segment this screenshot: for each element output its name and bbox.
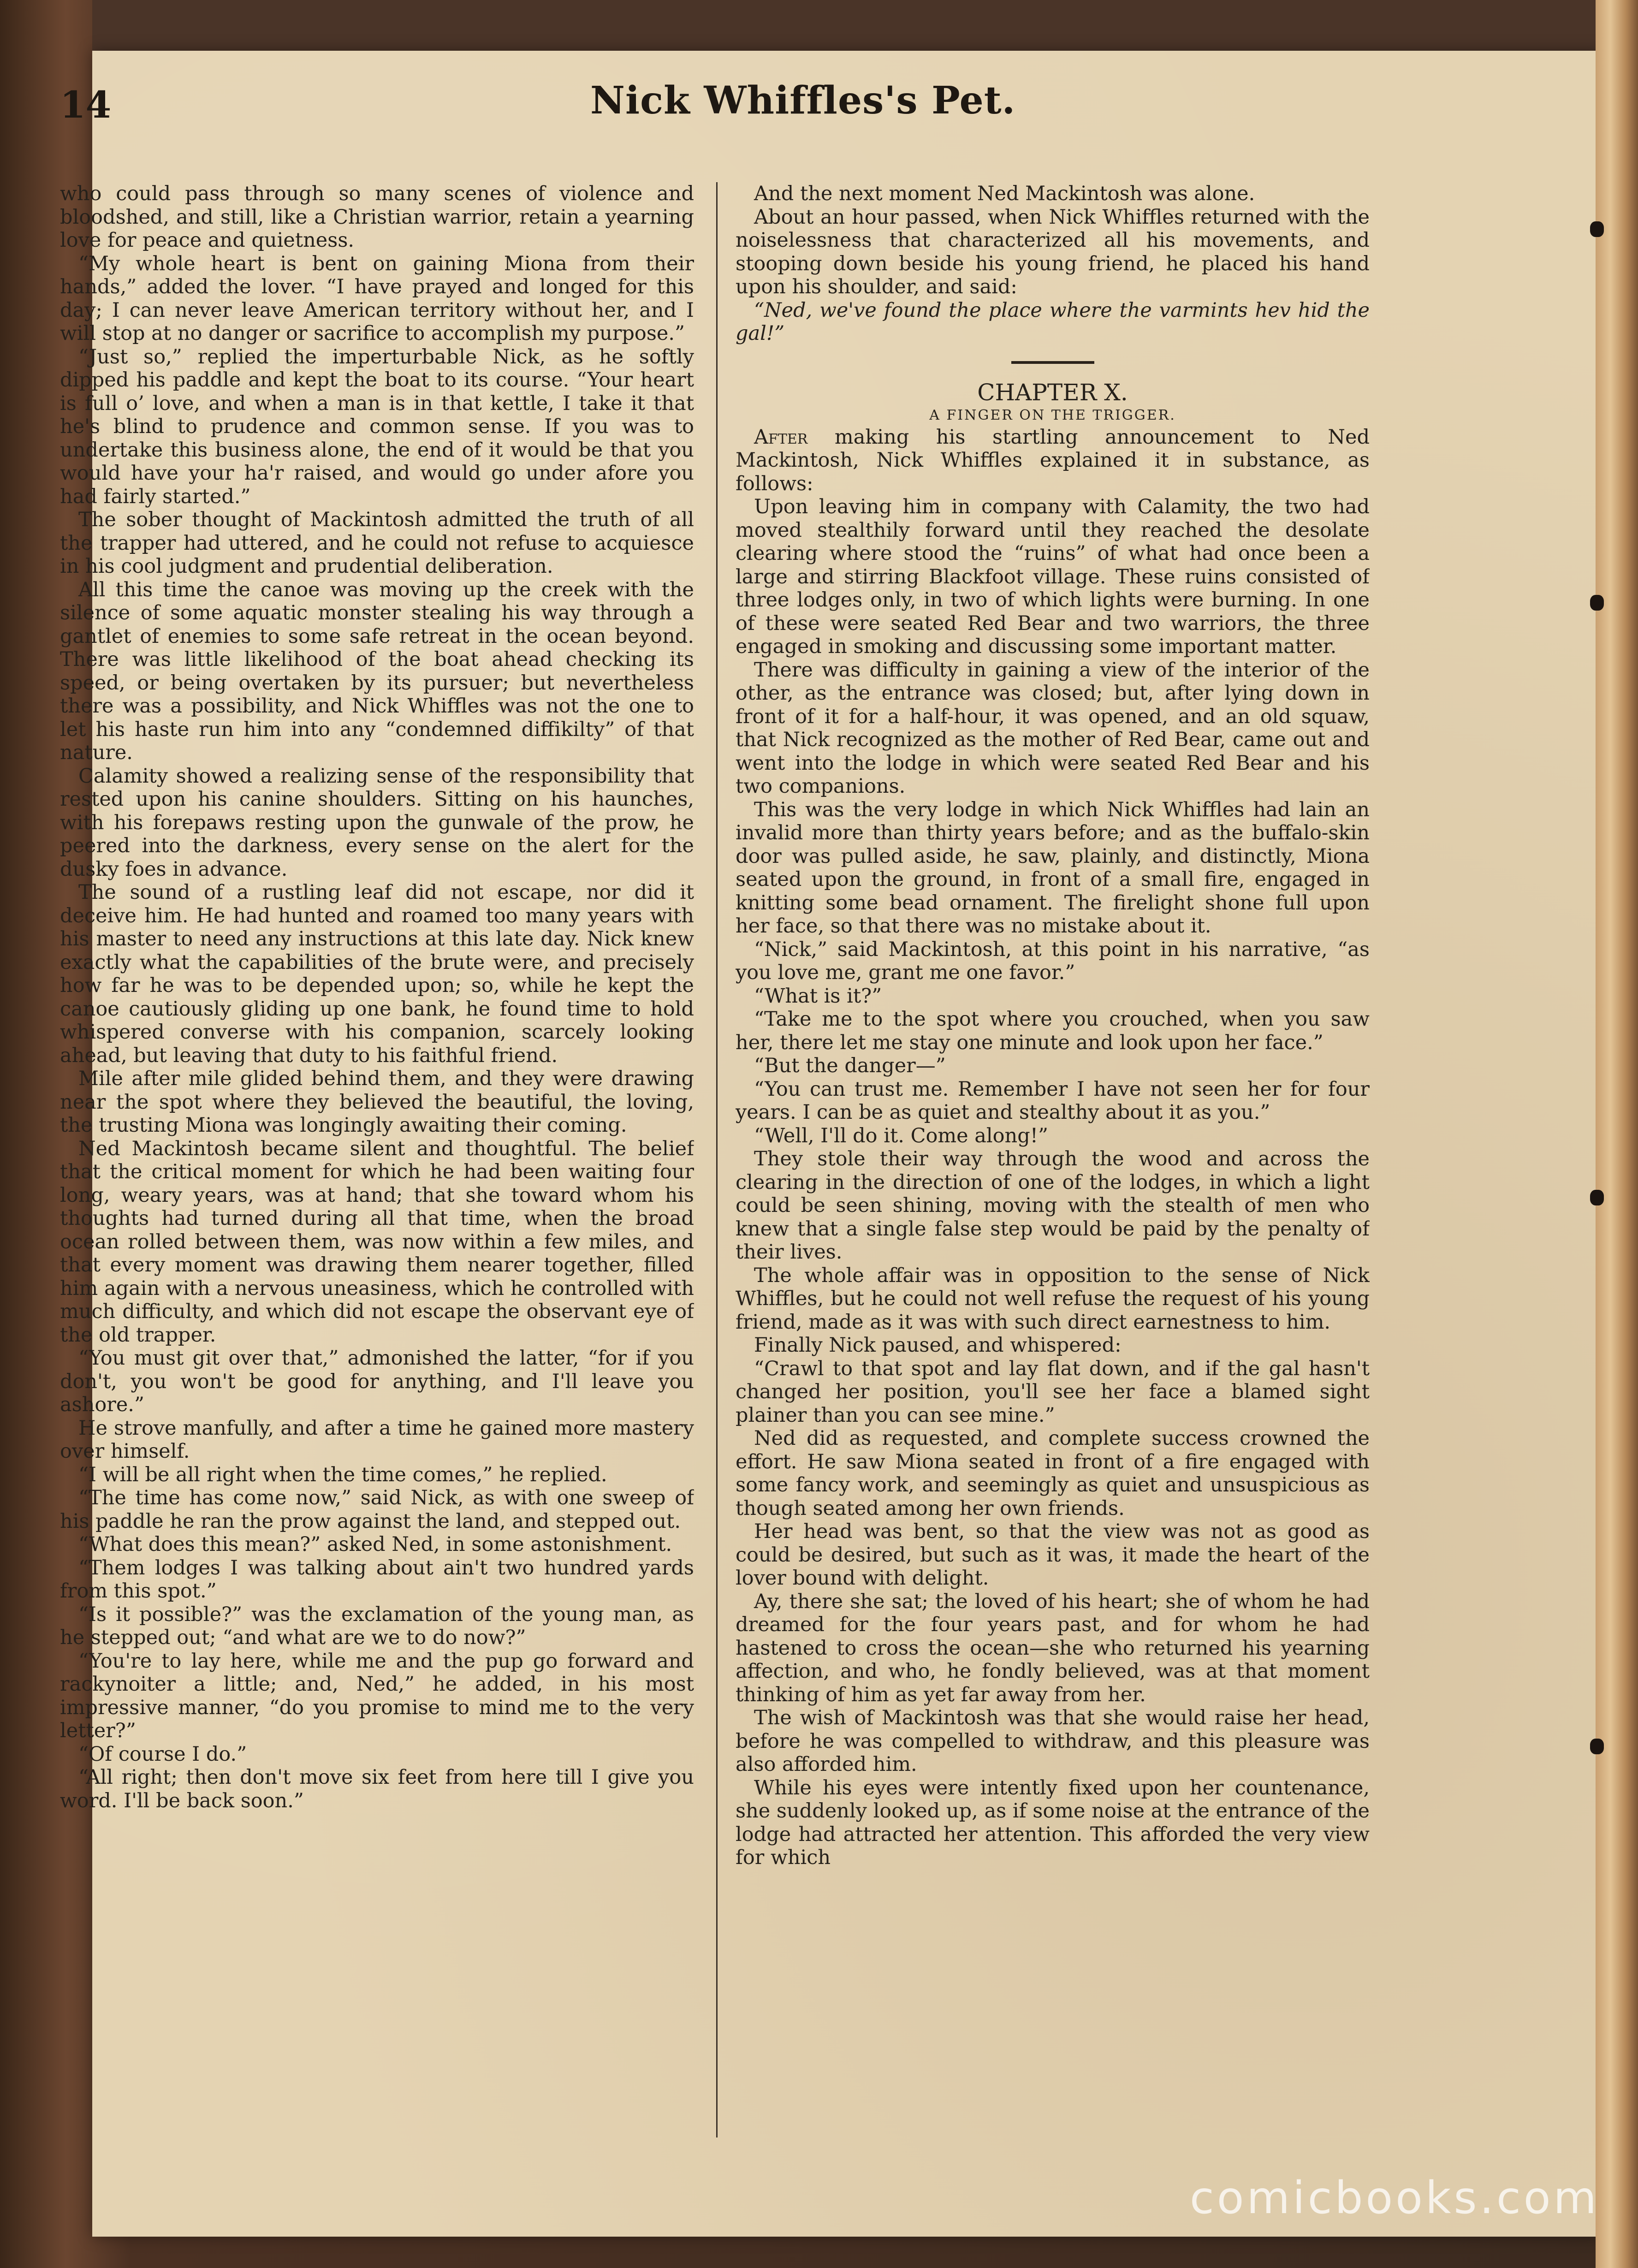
paragraph: About an hour passed, when Nick Whiffles returned with the noiselessness that characterized all his movements, and stooping down beside his young friend, he placed his hand upon his shoulder, and said: [736,205,1370,298]
column-divider [716,182,718,2137]
paragraph: Calamity showed a realizing sense of the responsibility that rested upon his canine shoulders. Sitting on his haunches, with his forepaws resting upon the gunwale of the prow, he peered into the darkness, every sense on the alert for the dusky foes in advance. [60,764,694,881]
binding-hole [1590,1739,1604,1754]
paragraph: The sober thought of Mackintosh admitted the truth of all the trapper had uttered, and he could not refuse to acquiesce in his cool judgment and prudential deliberation. [60,508,694,578]
paragraph: who could pass through so many scenes of violence and bloodshed, and still, like a Christian warrior, retain a yearning love for peace and quietness. [60,182,694,252]
paragraph: “Nick,” said Mackintosh, at this point in his narrative, “as you love me, grant me one favor.” [736,938,1370,984]
paragraph: And the next moment Ned Mackintosh was alone. [754,182,1255,205]
chapter-opening-paragraph [736,426,1370,496]
paragraph: “Crawl to that spot and lay flat down, and if the gal hasn't changed her position, you'll see her face a blamed sight plainer than you can see mine.” [736,1357,1370,1427]
binding-hole [1590,221,1604,237]
paragraph: Ay, there she sat; the loved of his heart; she of whom he had dreamed for the four years past, and for whom he had hastened to cross the ocean—she who returned his yearning affection, and who, he fondly believed, was at that moment thinking of him as yet far away from her. [736,1590,1370,1706]
paragraph: Mile after mile glided behind them, and they were drawing near the spot where they believed the beautiful, the loving, the trusting Miona was longingly awaiting their coming. [60,1067,694,1137]
paragraph: “Well, I'll do it. Come along!” [754,1124,1049,1147]
paragraph: “All right; then don't move six feet from here till I give you word. I'll be back soon.” [60,1766,694,1812]
paragraph: “I will be all right when the time comes,” he replied. [78,1463,607,1486]
paragraph: Upon leaving him in company with Calamity, the two had moved stealthily forward until they reached the desolate clearing where stood the “ruins” of what had once been a large and stirring Blackfoot village. These ruins consisted of three lodges only, in two of which lights were burning. In one of these were seated Red Bear and two warriors, the three engaged in smoking and discussing some important matter. [736,495,1370,658]
paragraph: All this time the canoe was moving up the creek with the silence of some aquatic monster stealing his way through a gantlet of enemies to some safe retreat in the ocean beyond. There was little likelihood of the boat ahead checking its speed, or being overtaken by its pursuer; but nevertheless there was a possibility, and Nick Whiffles was not the one to let his haste run him into any “condemned diffikilty” of that nature. [60,578,694,764]
binding-hole [1590,595,1604,611]
paragraph: He strove manfully, and after a time he gained more mastery over himself. [60,1416,694,1463]
paragraph: “Of course I do.” [78,1742,247,1766]
quote-paragraph [736,299,1370,345]
paragraph: The wish of Mackintosh was that she would raise her head, before he was compelled to withdraw, and this pleasure was also afforded him. [736,1706,1370,1776]
paragraph: Ned Mackintosh became silent and thoughtful. The belief that the critical moment for which he had been waiting four long, weary years, was at hand; that she toward whom his thoughts had turned during all that time, when the broad ocean rolled between them, was now within a few miles, and that every moment was drawing them nearer together, filled him again with a nervous uneasiness, which he controlled with much difficulty, and which did not escape the observant eye of the old trapper. [60,1137,694,1347]
paragraph: “You're to lay here, while me and the pup go forward and rackynoiter a little; and, Ned,” he added, in his most impressive manner, “do you promise to mind me to the very letter?” [60,1649,694,1742]
page-spine-edge [1596,0,1638,2268]
paragraph: “Them lodges I was talking about ain't two hundred yards from this spot.” [60,1556,694,1603]
site-watermark: comicbooks.com [1190,2172,1600,2224]
binding-hole [1590,1190,1604,1205]
page-header [60,65,1466,143]
paragraph: “Take me to the spot where you crouched, when you saw her, there let me stay one minute and look upon her face.” [736,1008,1370,1054]
italic-quote: “Ned, we've found the place where the varmints hev hid the gal!” [736,298,1370,345]
paragraph: This was the very lodge in which Nick Whiffles had lain an invalid more than thirty years before; and as the buffalo-skin door was pulled aside, he saw, plainly, and distinctly, Miona seated upon the ground, in front of a small fire, engaged in knitting some bead ornament. The firelight shone full upon her face, so that there was no mistake about it. [736,798,1370,938]
chapter-title: CHAPTER X. [977,379,1128,406]
left-column [60,182,694,2151]
page-number: 14 [60,83,112,126]
paragraph: “The time has come now,” said Nick, as with one sweep of his paddle he ran the prow against the land, and stepped out. [60,1486,694,1533]
paragraph: While his eyes were intently fixed upon her countenance, she suddenly looked up, as if some noise at the entrance of the lodge had attracted her attention. This afforded the very view for which [736,1776,1370,1869]
paragraph: They stole their way through the wood and across the clearing in the direction of one of the lodges, in which a light could be seen shining, moving with the stealth of men who knew that a single false step would be paid by the penalty of their lives. [736,1147,1370,1264]
paragraph: “You can trust me. Remember I have not seen her for four years. I can be as quiet and stealthy about it as you.” [736,1077,1370,1124]
paragraph: “Is it possible?” was the exclamation of the young man, as he stepped out; “and what are we to do now?” [60,1603,694,1649]
paragraph: “What does this mean?” asked Ned, in some astonishment. [78,1533,672,1556]
paragraph: Ned did as requested, and complete success crowned the effort. He saw Miona seated in front of a fire engaged with some fancy work, and seemingly as quiet and unsuspicious as though seated among her own friends. [736,1427,1370,1520]
opening-text: making his startling announcement to Ned Mackintosh, Nick Whiffles explained it in substance, as follows: [736,425,1370,495]
paragraph: Her head was bent, so that the view was not as good as could be desired, but such as it was, it made the heart of the lover bound with delight. [736,1520,1370,1590]
paragraph: “You must git over that,” admonished the latter, “for if you don't, you won't be good for anything, and I'll leave you ashore.” [60,1347,694,1416]
paragraph: Finally Nick paused, and whispered: [754,1334,1122,1357]
paragraph: There was difficulty in gaining a view of the interior of the other, as the entrance was closed; but, after lying down in front of it for a half-hour, it was opened, and an old squaw, that Nick recognized as the mother of Red Bear, came out and went into the lodge in which were seated Red Bear and his two companions. [736,658,1370,798]
paragraph: The sound of a rustling leaf did not escape, nor did it deceive him. He had hunted and roamed too many years with his master to need any instructions at this late day. Nick knew exactly what the capabilities of the brute were, and precisely how far he was to be depended upon; so, while he kept the canoe cautiously gliding up one bank, he found time to hold whispered converse with his companion, scarcely looking ahead, but leaving that duty to his faithful friend. [60,881,694,1067]
opening-word: After [754,425,808,449]
paragraph: “Just so,” replied the imperturbable Nick, as he softly dipped his paddle and kept the boat to its course. “Your heart is full o’ love, and when a man is in that kettle, I take it that he's blind to prudence and common sense. If you was to undertake this business alone, the end of it would be that you would have your ha'r raised, and would go under afore you had fairly started.” [60,345,694,508]
paragraph: “What is it?” [754,984,882,1008]
chapter-subtitle: A FINGER ON THE TRIGGER. [929,407,1176,423]
right-column [736,182,1370,2151]
paragraph: “My whole heart is bent on gaining Miona from their hands,” added the lover. “I have prayed and longed for this day; I can never leave American territory without her, and I will stop at no danger or sacrifice to accomplish my purpose.” [60,252,694,345]
page-top-edge [92,0,1600,51]
paragraph: The whole affair was in opposition to the sense of Nick Whiffles, but he could not well refuse the request of his young friend, made as it was with such direct earnestness to him. [736,1264,1370,1334]
chapter-rule [1011,361,1094,364]
paragraph: “But the danger—” [754,1054,946,1077]
running-title: Nick Whiffles's Pet. [590,78,1016,123]
